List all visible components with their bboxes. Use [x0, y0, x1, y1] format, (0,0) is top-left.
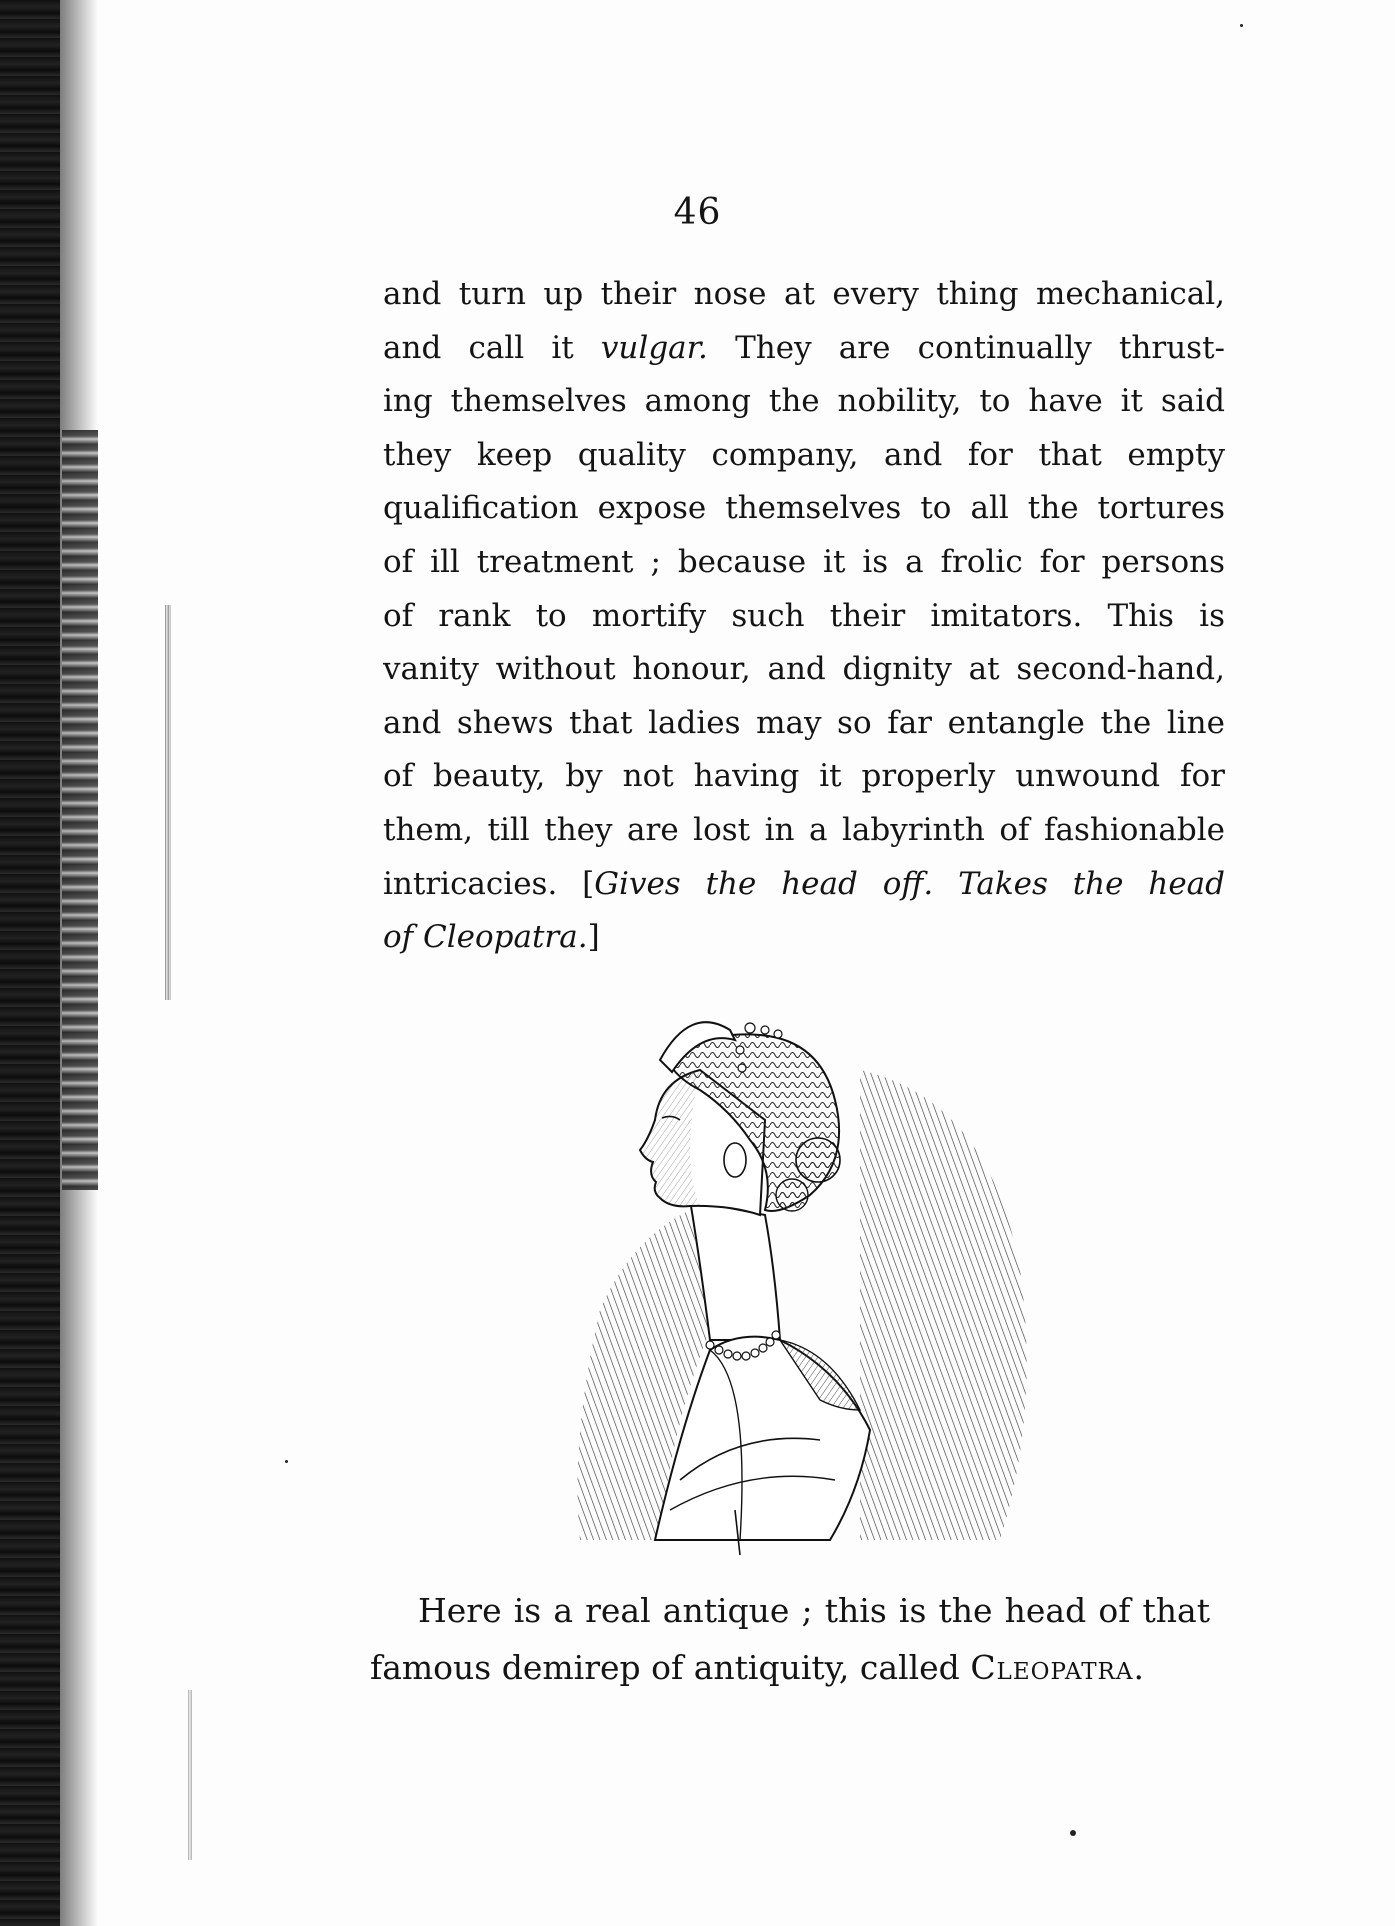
text-span: intricacies. [	[383, 865, 595, 902]
italic-word: vulgar.	[600, 329, 708, 366]
text-span: famous demirep of antiquity, called	[370, 1648, 971, 1687]
cleopatra-engraving	[560, 1010, 1060, 1555]
caption-line: Here is a real antique ; this is the head of that	[418, 1591, 1210, 1630]
text-span: ]	[587, 919, 600, 956]
cleopatra-name: Cleopatra.	[970, 1648, 1145, 1687]
text-line	[383, 322, 1225, 376]
stage-direction: of Cleopatra.	[383, 919, 588, 956]
text-line: they keep quality company, and for that empty	[383, 436, 1225, 473]
caption	[370, 1582, 1210, 1696]
text-line: of rank to mortify such their imitators. This is	[383, 597, 1225, 634]
binding-gutter	[0, 0, 60, 1926]
body-text	[383, 268, 1225, 965]
text-line	[383, 911, 1225, 965]
text-span: They are continually thrust-	[707, 329, 1225, 366]
ink-speck	[1070, 1830, 1076, 1836]
binding-streak	[62, 430, 98, 1190]
margin-mark-lower	[188, 1690, 192, 1860]
text-line: and turn up their nose at every thing mechanical,	[383, 276, 1225, 312]
text-line: of ill treatment ; because it is a frolic for persons	[383, 543, 1225, 580]
ink-speck	[1240, 24, 1243, 27]
margin-mark	[165, 605, 171, 1000]
text-line: qualification expose themselves to all the tortures	[383, 490, 1225, 527]
ink-speck	[285, 1460, 288, 1463]
hatched-background-right	[860, 1070, 1027, 1540]
text-line	[383, 858, 1225, 912]
caption-line	[370, 1639, 1210, 1696]
text-line: and shews that ladies may so far entangle the line	[383, 704, 1225, 741]
text-line: vanity without honour, and dignity at second-hand,	[383, 651, 1225, 688]
stage-direction: Gives the head off. Takes the head	[594, 865, 1225, 902]
text-line: ing themselves among the nobility, to have it said	[383, 383, 1225, 420]
text-line: of beauty, by not having it properly unwound for	[383, 758, 1225, 795]
text-line: them, till they are lost in a labyrinth of fashionable	[383, 811, 1225, 848]
text-span: and call it	[383, 329, 601, 366]
page-number: 46	[673, 192, 722, 233]
